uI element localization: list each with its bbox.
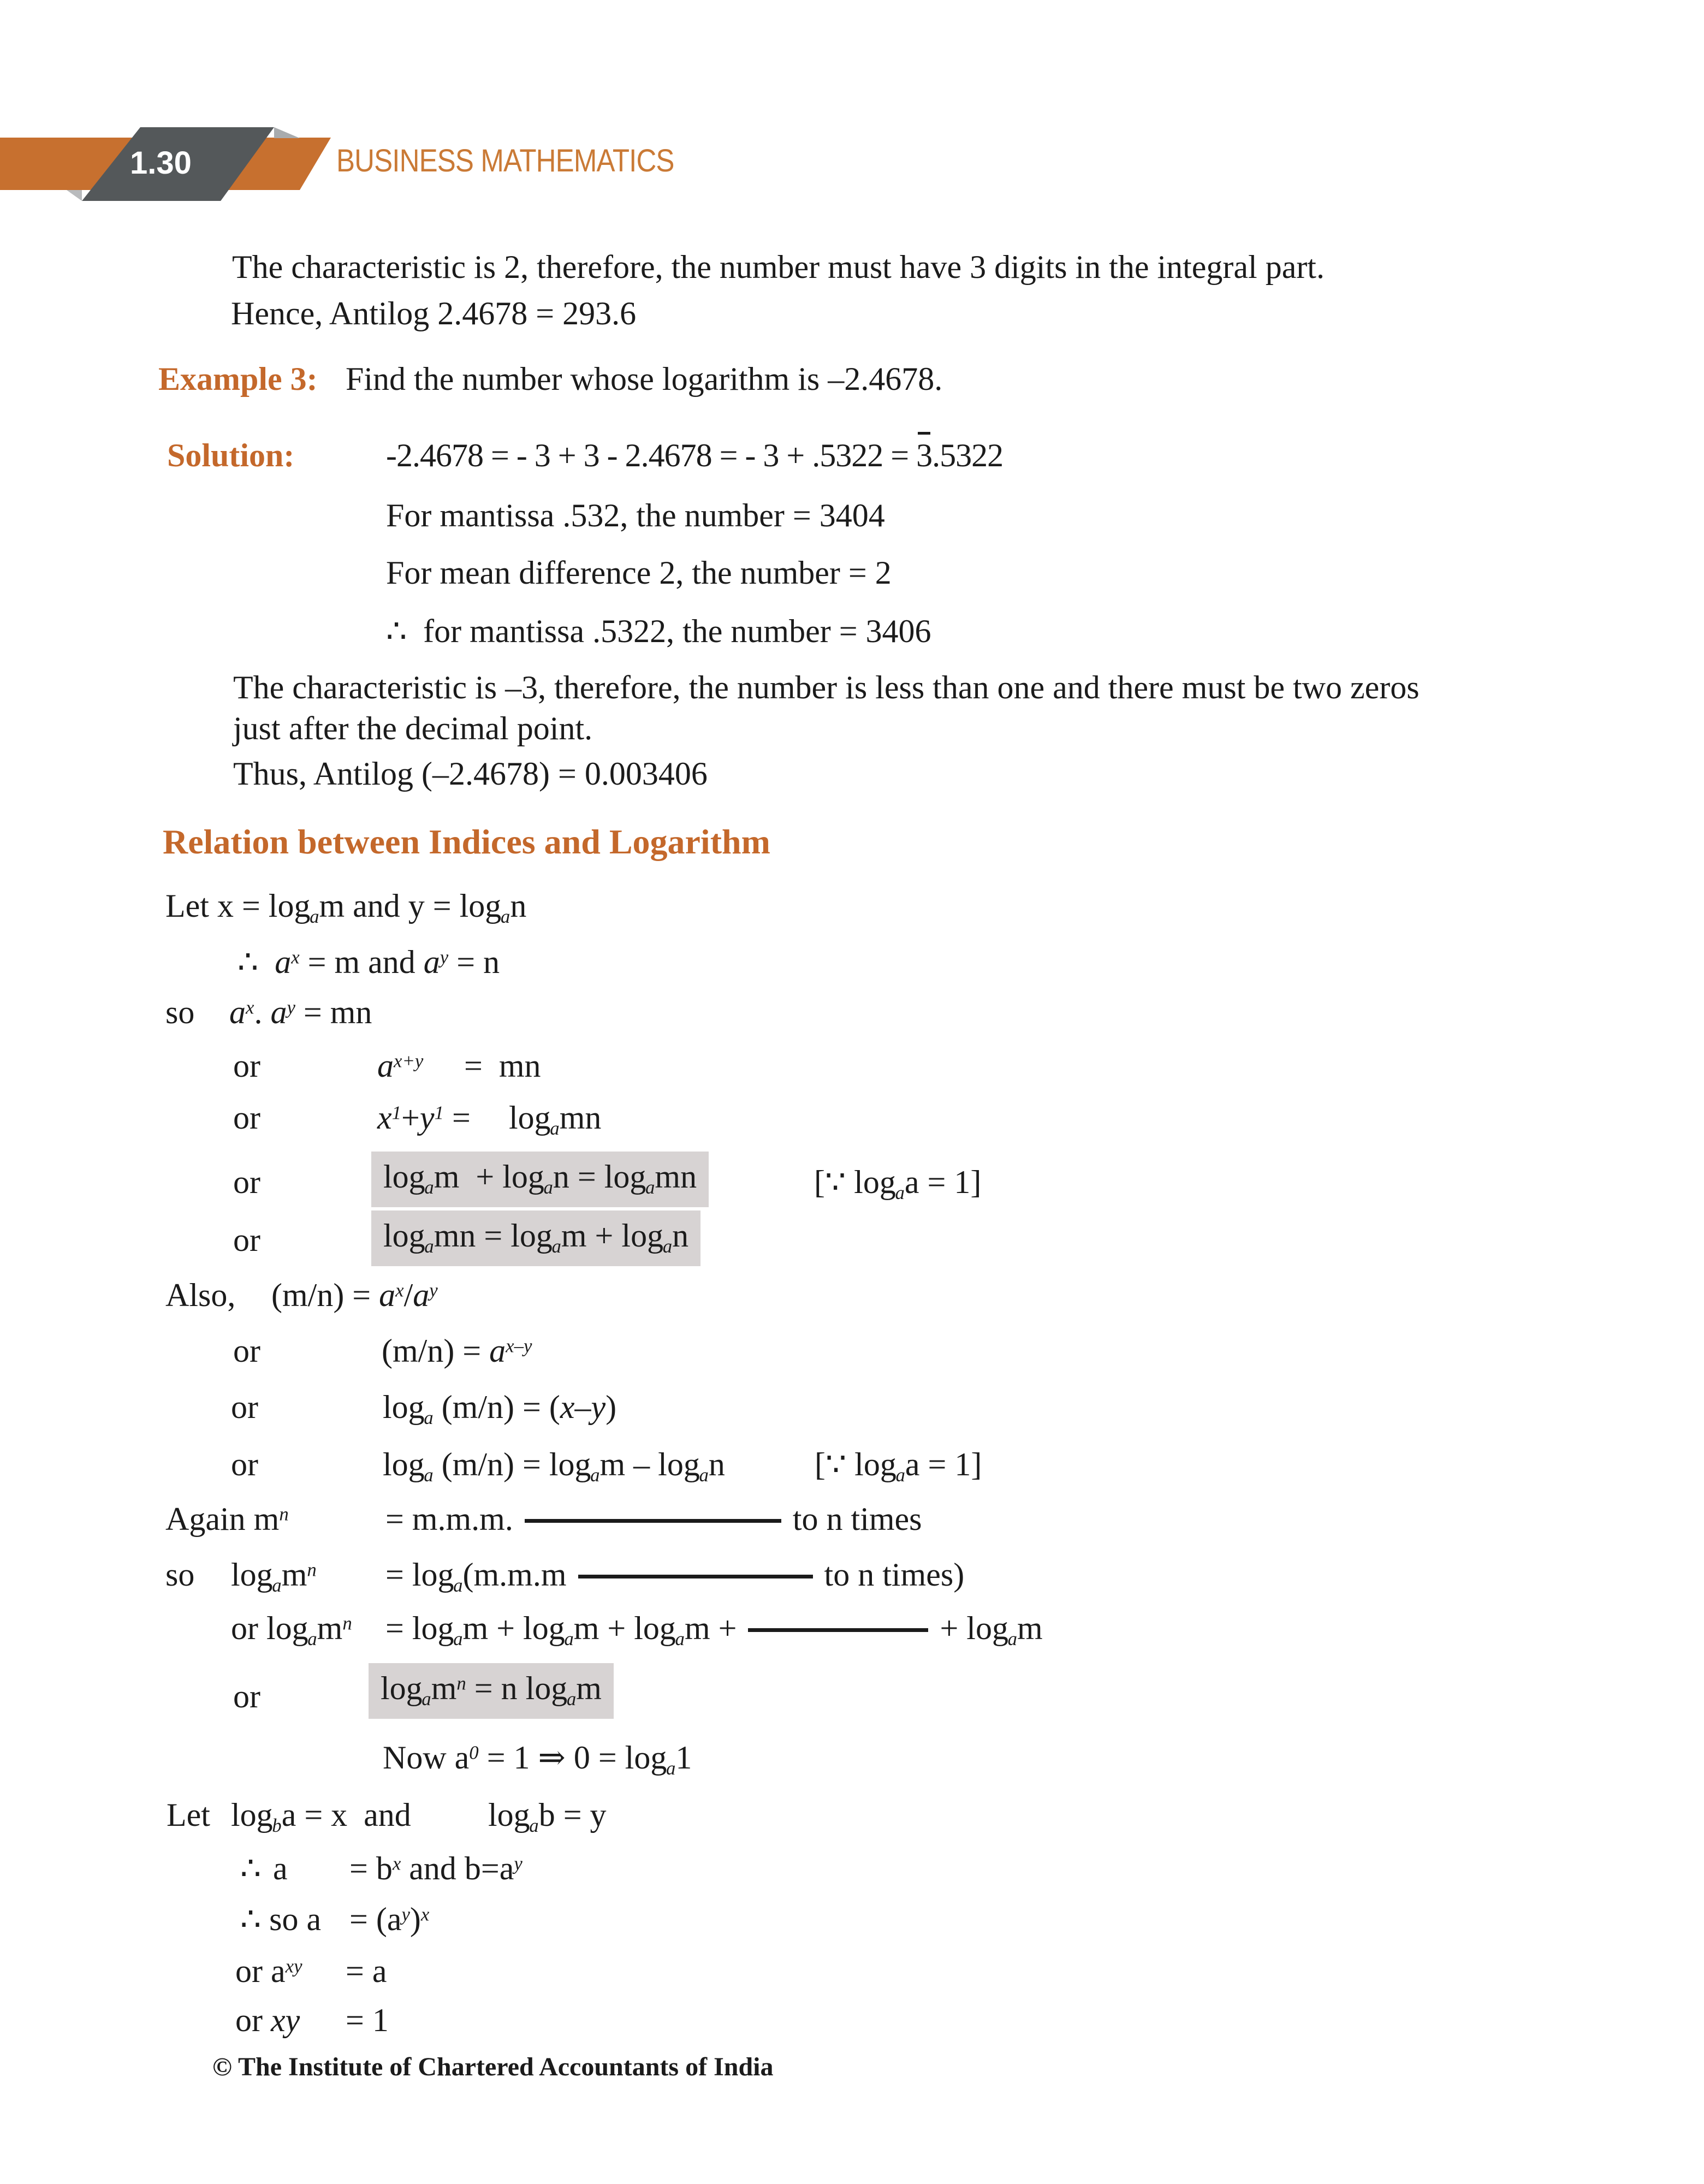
formula: $a^x$. $a^y$ = mn — [229, 994, 372, 1030]
book-title: BUSINESS MATHEMATICS — [336, 143, 674, 179]
connector-word: so — [165, 994, 195, 1030]
formula: ∴ $a^x = m$ and $a^y = n$ — [238, 944, 500, 980]
body-text: The characteristic is 2, therefore, the number must have 3 digits in the integral part. — [232, 249, 1325, 285]
connector-word: or — [231, 1446, 258, 1482]
formula: a — [273, 1850, 288, 1886]
connector-word: Also, — [165, 1277, 236, 1313]
badge-fold-bottom-left — [67, 190, 82, 201]
section-heading: Relation between Indices and Logarithm — [163, 822, 770, 861]
paragraph-line — [0, 248, 1704, 301]
example-label: Example 3: — [158, 361, 318, 397]
step-text: For mantissa .532, the number = 3404 — [386, 497, 885, 533]
formula: $a^{x+y}$ — [377, 1048, 424, 1084]
paragraph-line — [0, 710, 1704, 762]
derivation-line — [0, 1556, 1704, 1609]
derivation-line — [0, 994, 1704, 1046]
formula: $(m/n) = a^x/a^y$ — [271, 1277, 438, 1313]
connector-word: or — [233, 1048, 260, 1084]
formula: $(m/n) = a^{x-y}$ — [382, 1333, 532, 1369]
connector-word: so — [165, 1557, 195, 1593]
highlighted-formula — [371, 1152, 709, 1207]
formula: or $\log_am^n$ — [231, 1610, 352, 1650]
formula-note: [∵ $\log_aa = 1$] — [815, 1446, 982, 1486]
step-text: ∴ for mantissa .5322, the number = 3406 — [386, 613, 931, 649]
formula: = $\log_am + \log_am + \log_am$ + + $\log_am$ — [385, 1610, 1043, 1650]
formula: Let $x = \log_am$ and $y = \log_an$ — [165, 888, 527, 928]
solution-line — [0, 437, 1704, 489]
body-text: Thus, Antilog (–2.4678) = 0.003406 — [233, 756, 708, 792]
copyright-text: © The Institute of Chartered Accountants of India — [212, 2052, 774, 2081]
step-text: For mean difference 2, the number = 2 — [386, 555, 892, 591]
derivation-line — [0, 1099, 1704, 1152]
formula: $\log_am^n$ — [231, 1557, 317, 1597]
connector-word: or — [233, 1100, 260, 1136]
highlighted-formula — [369, 1663, 614, 1719]
derivation-line — [0, 1610, 1704, 1662]
connector-word: Let — [167, 1797, 210, 1833]
formula: $x^1+y^1$ = — [377, 1100, 471, 1136]
formula: or xy — [235, 2002, 300, 2038]
formula-highlight-box: $\log_am + \log_an = \log_amn$ — [371, 1152, 709, 1207]
body-text: just after the decimal point. — [233, 710, 593, 746]
connector-word: Again $m^n$ — [165, 1501, 289, 1537]
example-line — [0, 360, 1704, 413]
formula: = 1 — [346, 2002, 389, 2038]
derivation-line — [0, 1388, 1704, 1441]
body-text: Hence, Antilog 2.4678 = 293.6 — [231, 295, 637, 331]
paragraph-line — [0, 295, 1704, 347]
solution-step — [0, 497, 1704, 549]
derivation-line — [0, 2002, 1704, 2054]
badge-fold-top-right — [274, 127, 300, 138]
formula: = $\log_a(m.m.m$ to n times) — [385, 1557, 965, 1597]
derivation-line — [0, 1901, 1704, 1953]
formula: or $a^{xy}$ — [235, 1953, 302, 1989]
formula: = mn — [464, 1048, 541, 1084]
formula: Now $a^0 = 1$ ⇒ $0 = \log_a1$ — [383, 1740, 692, 1779]
formula-highlight-box: $\log_amn = \log_am + \log_an$ — [371, 1210, 700, 1266]
derivation-line — [0, 1446, 1704, 1498]
paragraph-line — [0, 755, 1704, 808]
formula: = m.m.m. to n times — [385, 1501, 922, 1537]
formula: $\log_a (m/n) = (x-y)$ — [383, 1389, 617, 1429]
derivation-line — [0, 1850, 1704, 1902]
highlighted-formula — [371, 1210, 700, 1266]
example-text: Find the number whose logarithm is –2.4678. — [346, 361, 943, 397]
formula: $\log_a (m/n) = \log_am - \log_an$ — [383, 1446, 725, 1486]
derivation-line — [0, 1739, 1704, 1791]
derivation-line — [0, 1152, 1704, 1204]
connector-word: or — [233, 1333, 260, 1369]
section-heading-line — [0, 822, 1704, 874]
footer-line — [0, 2052, 1704, 2104]
connector-word: or — [233, 1164, 260, 1200]
connector-word: or — [233, 1222, 260, 1258]
formula: $\log_amn$ — [509, 1100, 602, 1140]
formula: $\log_ba = x$ and — [231, 1797, 411, 1837]
formula: = $(a^y)^x$ — [349, 1901, 430, 1937]
derivation-line — [0, 1796, 1704, 1849]
formula: = $b^x$ and $b=a^y$ — [349, 1850, 523, 1886]
body-text: The characteristic is –3, therefore, the number is less than one and there must be two zeros — [233, 669, 1420, 705]
connector-word: or — [233, 1678, 260, 1714]
connector-word: or — [231, 1389, 258, 1425]
formula-highlight-box: $\log_am^n = n$ $\log_am$ — [369, 1663, 614, 1719]
derivation-line — [0, 1277, 1704, 1329]
derivation-line — [0, 887, 1704, 940]
connector-word: ∴ so a — [240, 1901, 322, 1937]
derivation-line — [0, 1332, 1704, 1385]
solution-label: Solution: — [167, 437, 295, 473]
derivation-line — [0, 1210, 1704, 1263]
solution-step — [0, 613, 1704, 665]
solution-formula: -2.4678 = - 3 + 3 - 2.4678 = - 3 + .5322 = 3.5322 — [386, 437, 1004, 473]
formula: $\log_ab = y$ — [488, 1797, 607, 1837]
page-number: 1.30 — [130, 145, 192, 181]
solution-step — [0, 554, 1704, 607]
derivation-line — [0, 1047, 1704, 1100]
derivation-line — [0, 1500, 1704, 1553]
derivation-line — [0, 1952, 1704, 2005]
derivation-line — [0, 943, 1704, 996]
therefore-symbol: ∴ — [240, 1850, 262, 1886]
formula-note: [∵ $\log_aa = 1$] — [814, 1164, 982, 1204]
derivation-line — [0, 1663, 1704, 1716]
formula: = a — [346, 1953, 387, 1989]
